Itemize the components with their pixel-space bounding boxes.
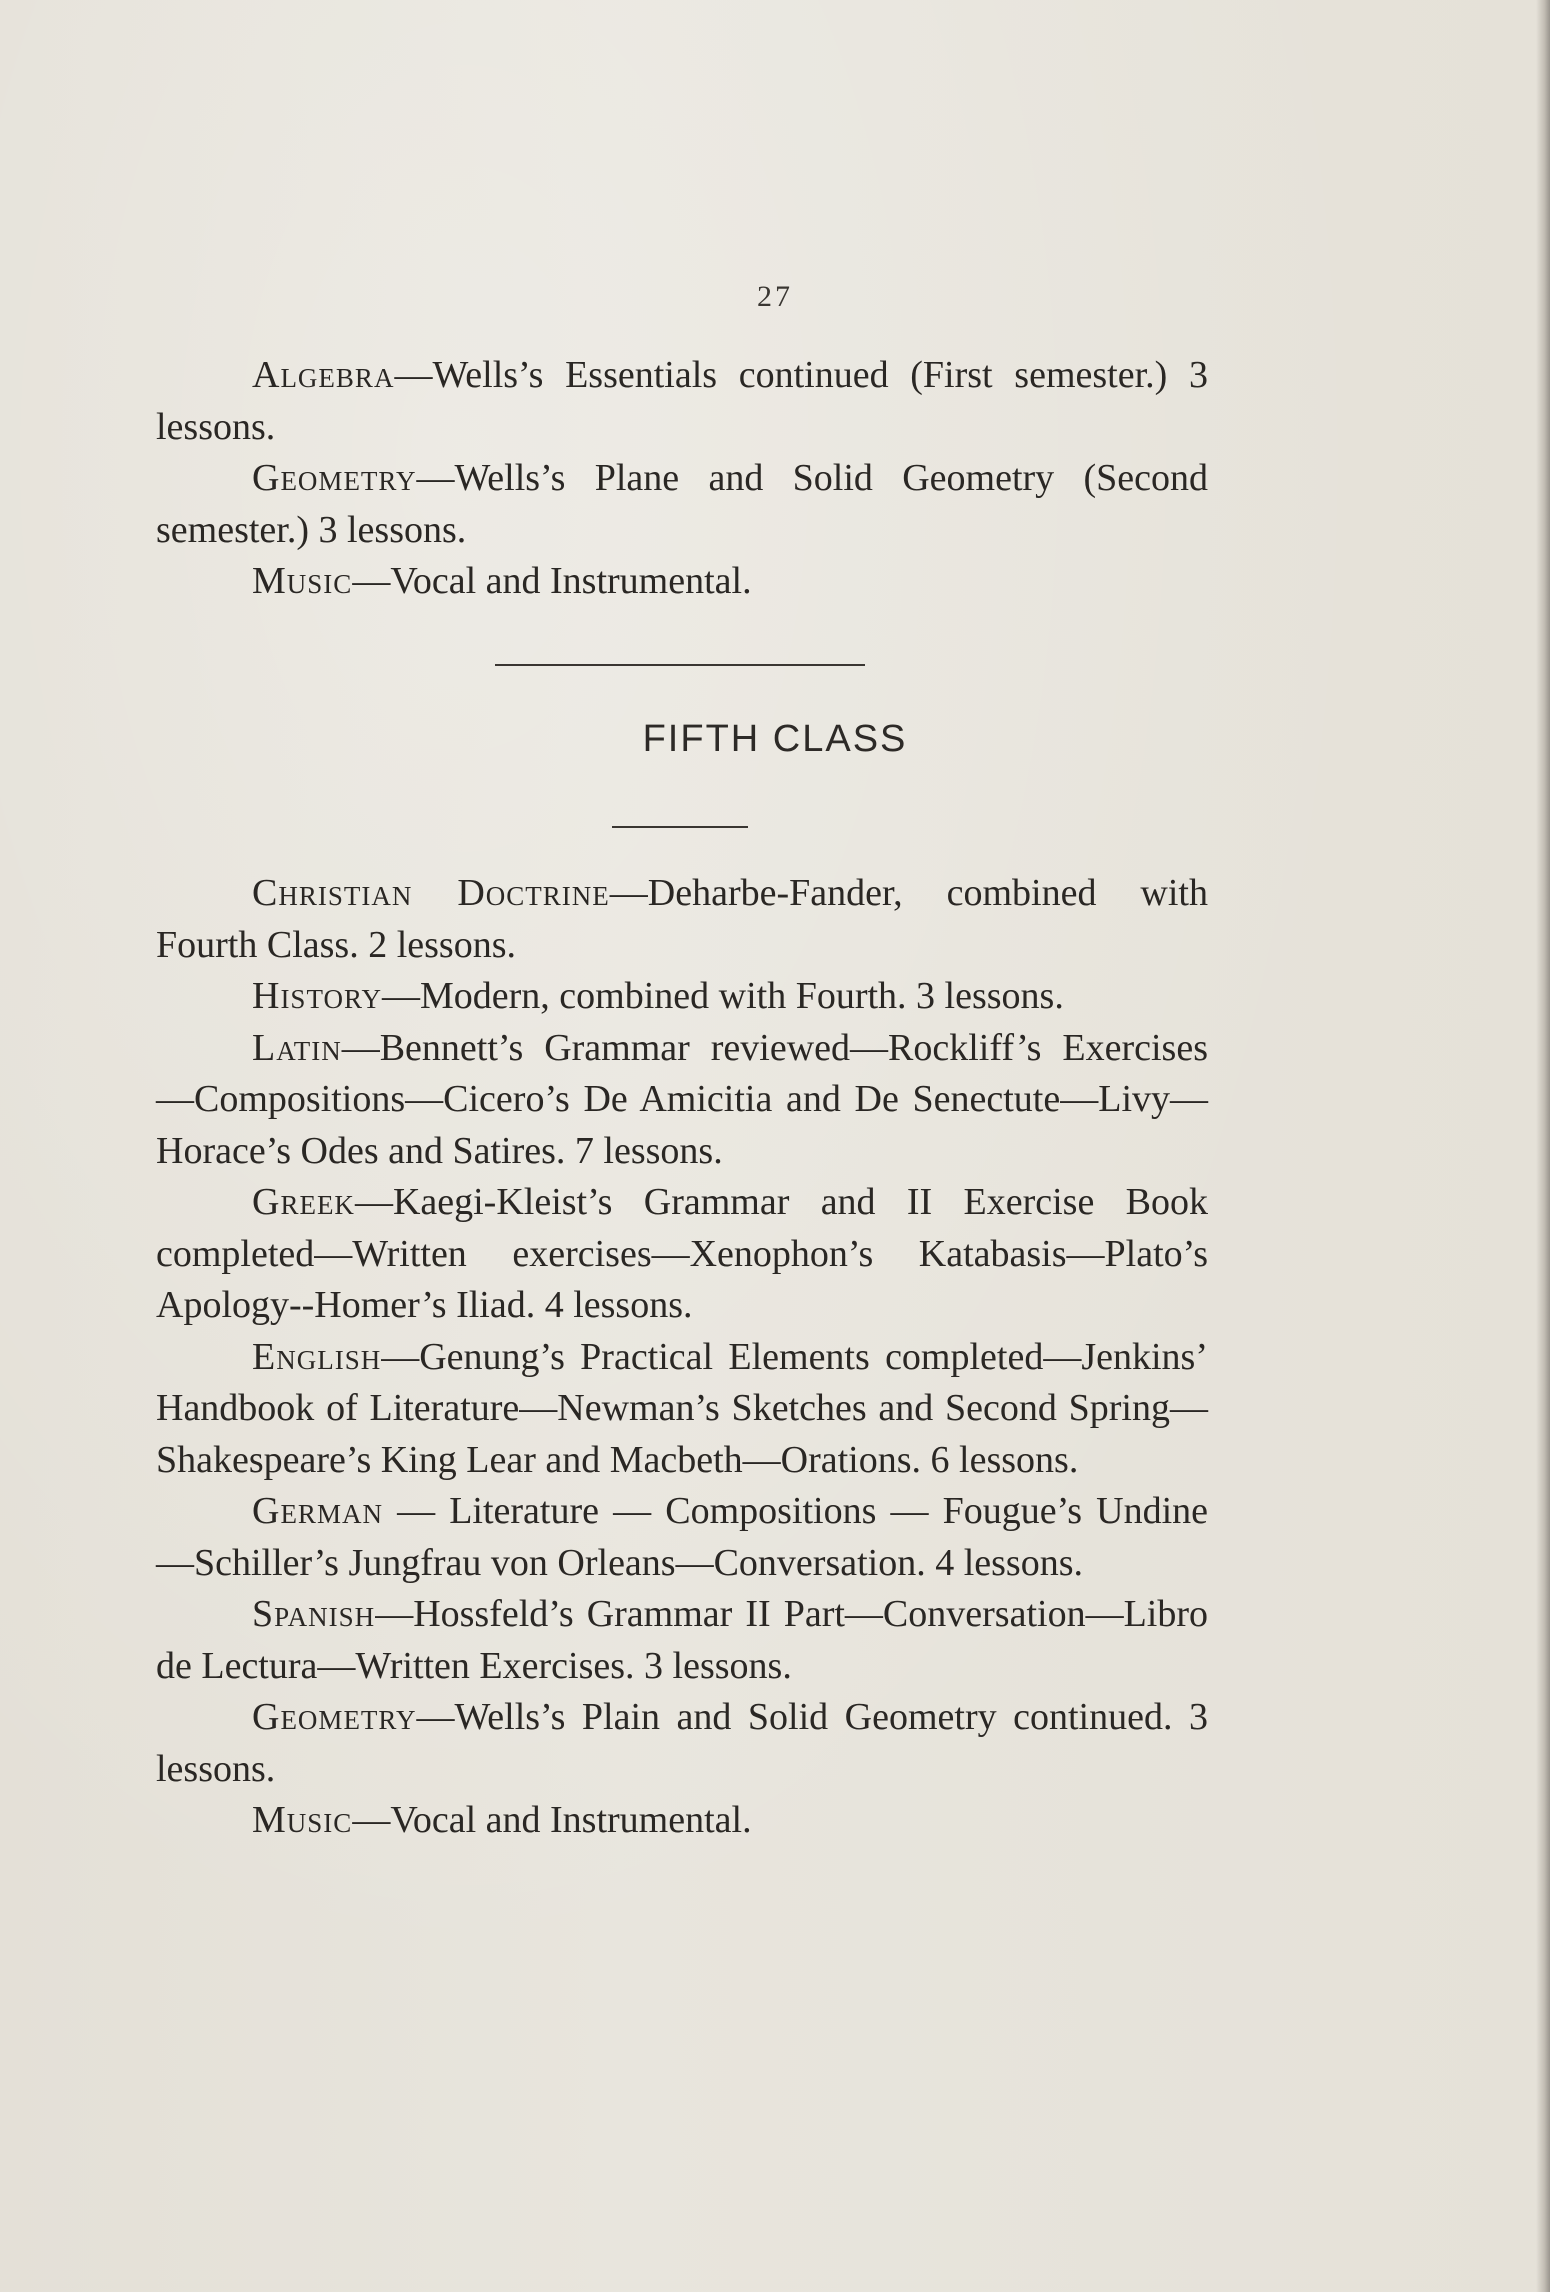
course-entry-spanish bbox=[156, 1589, 1208, 1692]
fifth-class-courses bbox=[156, 868, 1208, 1847]
subject-name: Spanish bbox=[252, 1593, 376, 1635]
course-description: —Wells’s Plane and Solid Geometry (Second semester.) 3 lessons. bbox=[156, 457, 1208, 551]
subject-name: Music bbox=[252, 560, 353, 602]
fourth-class-continuation bbox=[156, 350, 1208, 608]
page-edge-shadow bbox=[1536, 0, 1550, 2292]
course-description: —Hossfeld’s Grammar II Part—Conversation—Libro de Lectura—Written Exercises. 3 lessons. bbox=[156, 1593, 1208, 1687]
subject-name: Christian Doctrine bbox=[252, 872, 610, 914]
course-description: —Vocal and Instrumental. bbox=[352, 1799, 752, 1841]
section-divider bbox=[495, 664, 865, 666]
course-description: —Wells’s Essentials continued (First semester.) 3 lessons. bbox=[156, 354, 1208, 448]
course-description: — Literature — Compositions — Fougue’s Undine—Schiller’s Jungfrau von Orleans—Conversation. 4 lessons. bbox=[156, 1490, 1208, 1584]
subject-name: English bbox=[252, 1335, 382, 1378]
subject-name: Algebra bbox=[252, 354, 395, 396]
course-entry-geometry bbox=[156, 453, 1208, 556]
course-entry-german bbox=[156, 1486, 1208, 1589]
title-underline bbox=[612, 826, 748, 828]
subject-name: Greek bbox=[252, 1181, 355, 1223]
course-entry-greek bbox=[156, 1177, 1208, 1332]
course-entry-algebra bbox=[156, 350, 1208, 453]
course-description: —Genung’s Practical Elements completed—Jenkins’ Handbook of Literature—Newman’s Sketches and Second Spring—Shakespeare’s King Lear and Macbeth—Orations. 6 lessons. bbox=[156, 1335, 1208, 1481]
course-entry-history bbox=[156, 971, 1208, 1023]
course-entry-english bbox=[156, 1332, 1208, 1487]
course-entry-geometry bbox=[156, 1692, 1208, 1795]
subject-name: Music bbox=[252, 1799, 353, 1841]
course-description: —Vocal and Instrumental. bbox=[352, 560, 752, 602]
subject-name: Geometry bbox=[252, 457, 417, 499]
course-description: —Deharbe-Fander, combined with Fourth Class. 2 lessons. bbox=[156, 872, 1208, 966]
subject-name: Geometry bbox=[252, 1696, 417, 1738]
course-description: —Bennett’s Grammar reviewed—Rockliff’s Exercises—Compositions—Cicero’s De Amicitia and De Senectute—Livy—Horace’s Odes and Satires. 7 lessons. bbox=[156, 1026, 1208, 1172]
course-entry-music bbox=[156, 1795, 1208, 1847]
course-entry-latin bbox=[156, 1023, 1208, 1178]
course-description: —Modern, combined with Fourth. 3 lessons. bbox=[381, 975, 1064, 1017]
course-entry-christian-doctrine bbox=[156, 868, 1208, 971]
section-title: FIFTH CLASS bbox=[642, 718, 908, 760]
course-description: —Kaegi-Kleist’s Grammar and II Exercise Book completed—Written exercises—Xenophon’s Katabasis—Plato’s Apology--Homer’s Iliad. 4 lessons. bbox=[156, 1181, 1208, 1326]
subject-name: History bbox=[252, 975, 382, 1017]
subject-name: German bbox=[252, 1490, 383, 1532]
course-description: —Wells’s Plain and Solid Geometry continued. 3 lessons. bbox=[156, 1696, 1208, 1790]
page-number: 27 bbox=[757, 280, 793, 313]
course-entry-music bbox=[156, 556, 1208, 608]
subject-name: Latin bbox=[252, 1026, 342, 1069]
